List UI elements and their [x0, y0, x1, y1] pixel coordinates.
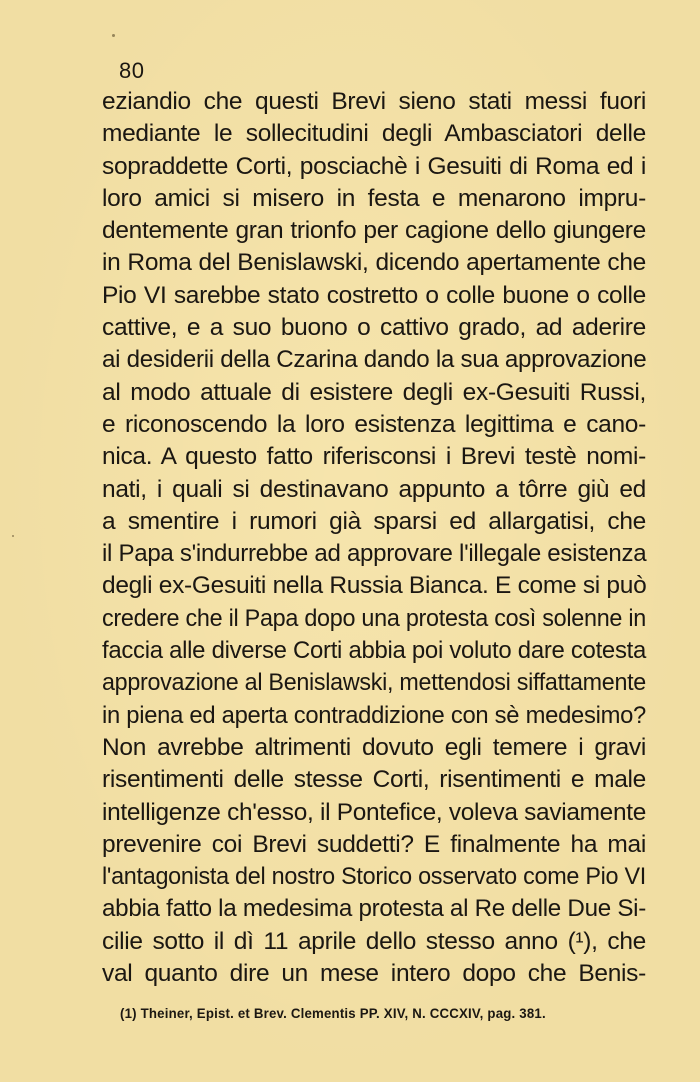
text-line: Pio VI sarebbe stato costretto o colle buone o colle: [102, 281, 646, 309]
text-line: ai desiderii della Czarina dando la sua approvazione: [102, 346, 647, 374]
text-line: in Roma del Benislawski, dicendo apertamente che: [102, 249, 646, 277]
text-line: il Papa s'indurrebbe ad approvare l'illegale esistenza: [102, 540, 647, 568]
text-line: mediante le sollecitudini degli Ambasciatori delle: [102, 120, 646, 148]
text-line: Non avrebbe altrimenti dovuto egli temere i gravi: [102, 733, 646, 761]
text-line: e riconoscendo la loro esistenza legittima e cano-: [102, 410, 646, 438]
text-line: cattive, e a suo buono o cattivo grado, ad aderire: [102, 314, 646, 342]
text-line: eziandio che questi Brevi sieno stati messi fuori: [102, 88, 646, 115]
page-number: 80: [119, 58, 145, 83]
text-line: loro amici si misero in festa e menarono impru-: [102, 184, 646, 212]
text-line: credere che il Papa dopo una protesta così solenne in: [102, 604, 646, 632]
text-line: degli ex-Gesuiti nella Russia Bianca. E come si può: [102, 572, 647, 600]
text-line: nati, i quali si destinavano appunto a tôrre giù ed: [102, 475, 646, 503]
text-line: val quanto dire un mese intero dopo che Benis-: [102, 960, 646, 988]
footnote: (1) Theiner, Epist. et Brev. Clementis PP. XIV, N. CCCXIV, pag. 381.: [120, 1006, 546, 1021]
text-line: a smentire i rumori già sparsi ed allargatisi, che: [102, 507, 646, 535]
text-line: in piena ed aperta contraddizione con sè medesimo?: [102, 701, 646, 729]
paper-speck: [112, 34, 115, 37]
text-line: cilie sotto il dì 11 aprile dello stesso anno (¹), che: [102, 927, 646, 955]
text-line: sopraddette Corti, posciachè i Gesuiti di Roma ed i: [102, 152, 646, 180]
body-text: [102, 86, 646, 990]
text-line: l'antagonista del nostro Storico osservato come Pio VI: [102, 863, 646, 891]
text-line: prevenire coi Brevi suddetti? E finalmente ha mai: [102, 830, 646, 858]
text-line: faccia alle diverse Corti abbia poi voluto dare cotesta: [102, 637, 646, 665]
text-line: abbia fatto la medesima protesta al Re delle Due Si-: [102, 895, 646, 923]
text-line: dentemente gran trionfo per cagione dello giungere: [102, 217, 646, 245]
text-line: intelligenze ch'esso, il Pontefice, voleva saviamente: [102, 798, 646, 826]
text-line: risentimenti delle stesse Corti, risentimenti e male: [102, 766, 646, 794]
text-line: nica. A questo fatto riferisconsi i Brevi testè nomi-: [102, 443, 646, 471]
paper-speck: [12, 535, 14, 537]
text-line: al modo attuale di esistere degli ex-Gesuiti Russi,: [102, 378, 646, 406]
text-line: approvazione al Benislawski, mettendosi siffattamente: [102, 669, 646, 697]
